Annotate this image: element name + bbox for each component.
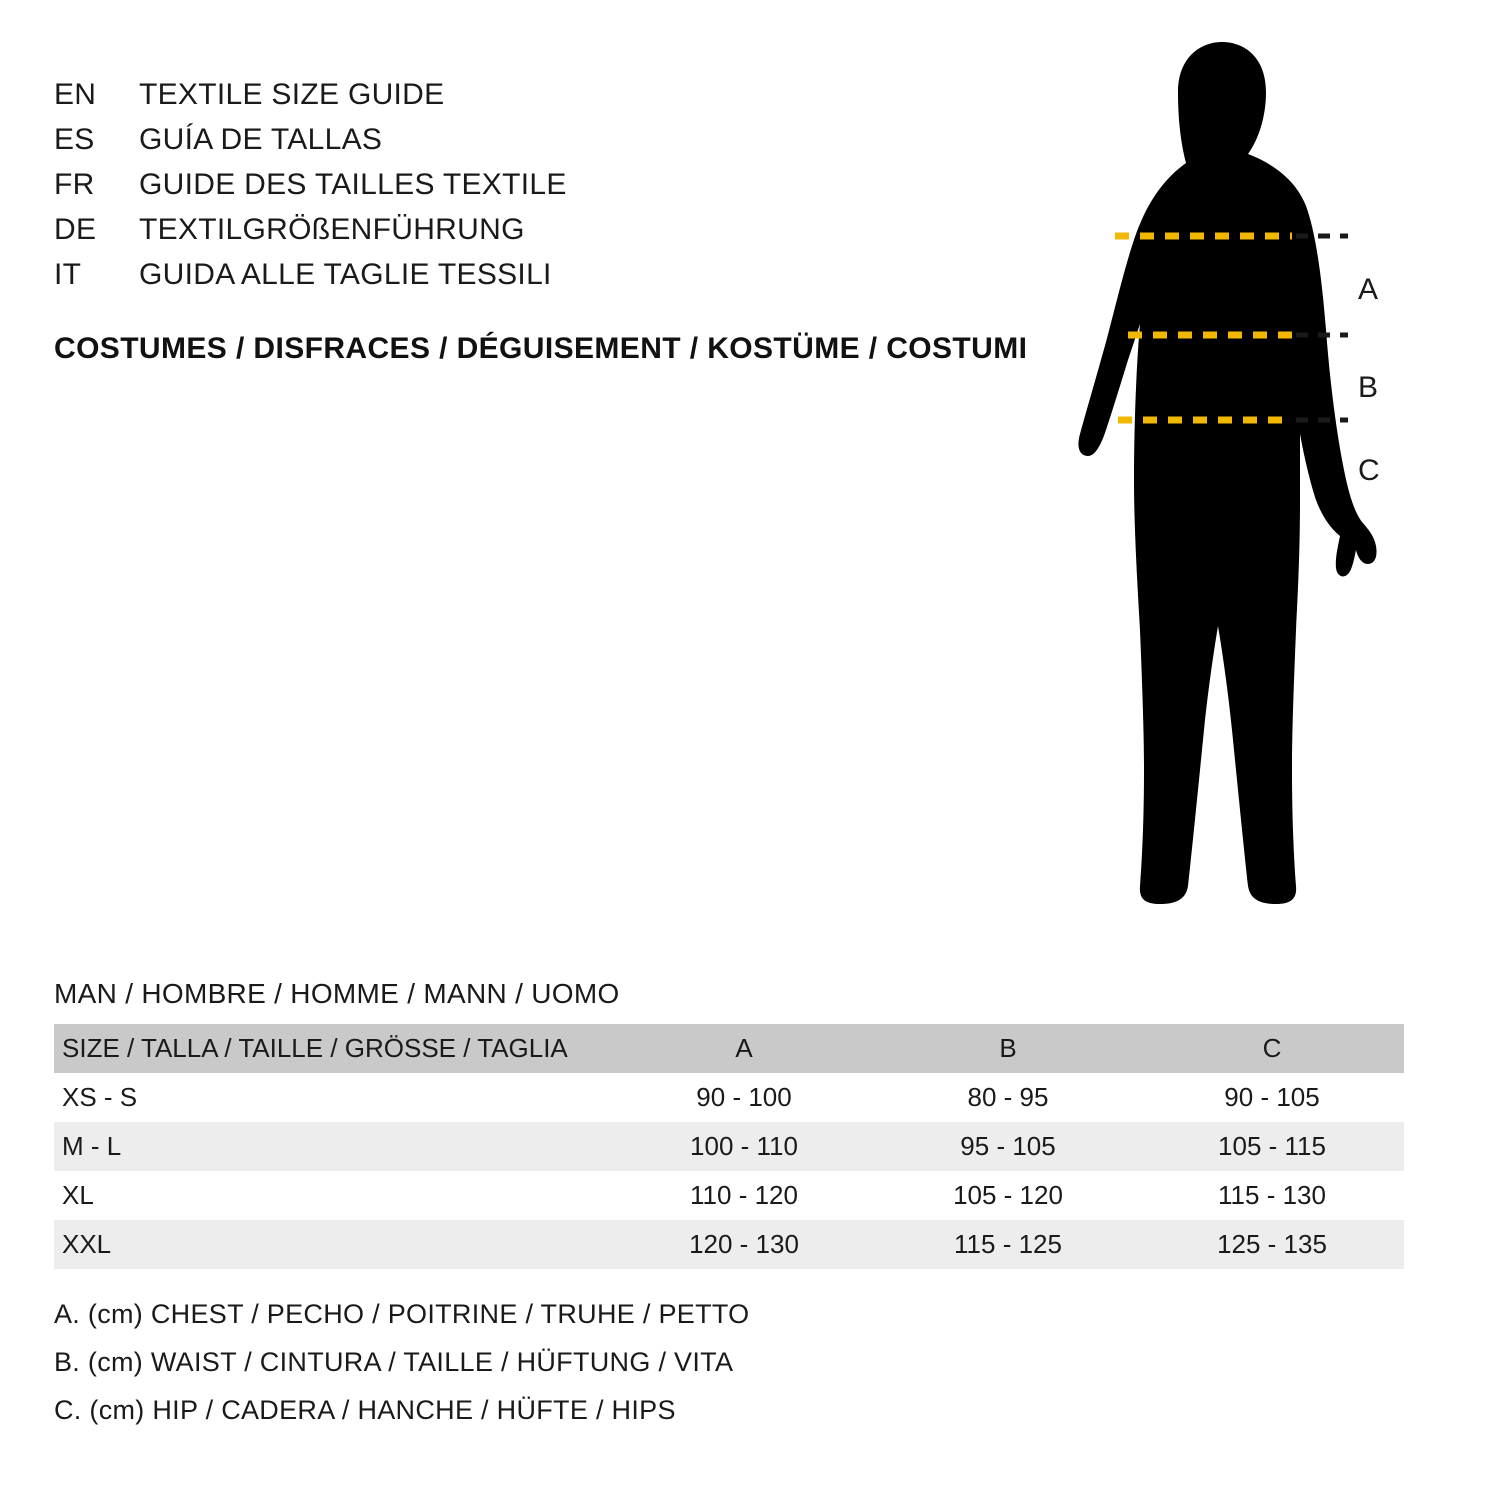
language-row-en [54,72,874,117]
column-header-b: B [999,1033,1017,1063]
marker-label-b: B [1358,371,1379,404]
language-text-fr: GUIDE DES TAILLES TEXTILE [139,168,567,201]
cell-b: 95 - 105 [960,1131,1056,1161]
cell-b: 115 - 125 [954,1229,1062,1259]
table-row [54,1073,1404,1122]
costumes-subtitle: COSTUMES / DISFRACES / DÉGUISEMENT / KOSTÜME / COSTUMI [54,332,1028,365]
cell-b: 80 - 95 [967,1082,1049,1112]
language-text-en: TEXTILE SIZE GUIDE [139,78,445,111]
size-table-section [54,978,1454,1269]
cell-a: 100 - 110 [690,1131,798,1161]
column-header-c: C [1262,1033,1282,1063]
cell-c: 125 - 135 [1217,1229,1327,1259]
body-measurement-figure [1000,30,1460,930]
language-list [54,72,874,297]
cell-size: XXL [62,1229,112,1259]
cell-a: 90 - 100 [696,1082,792,1112]
language-text-es: GUÍA DE TALLAS [139,123,383,156]
language-text-de: TEXTILGRÖßENFÜHRUNG [139,213,525,246]
language-row-es [54,117,874,162]
cell-c: 115 - 130 [1218,1180,1326,1210]
measurement-legend [54,1290,749,1434]
column-header-a: A [735,1033,753,1063]
marker-label-a: A [1358,273,1379,306]
language-code-en: EN [54,78,97,111]
language-row-it [54,252,874,297]
male-silhouette-icon [1000,30,1460,930]
legend-line-a: A. (cm) CHEST / PECHO / POITRINE / TRUHE / PETTO [54,1299,750,1329]
table-header-row [54,1024,1404,1073]
cell-a: 110 - 120 [690,1180,798,1210]
table-caption: MAN / HOMBRE / HOMME / MANN / UOMO [54,978,620,1009]
cell-c: 105 - 115 [1218,1131,1326,1161]
legend-line-b: B. (cm) WAIST / CINTURA / TAILLE / HÜFTUNG / VITA [54,1347,734,1377]
language-row-fr [54,162,874,207]
marker-label-c: C [1358,454,1381,487]
legend-line-c: C. (cm) HIP / CADERA / HANCHE / HÜFTE / HIPS [54,1395,676,1425]
language-row-de [54,207,874,252]
language-code-es: ES [54,123,95,156]
table-row [54,1220,1404,1269]
cell-a: 120 - 130 [689,1229,799,1259]
table-row [54,1122,1404,1171]
language-code-de: DE [54,213,97,246]
column-header-size: SIZE / TALLA / TAILLE / GRÖSSE / TAGLIA [62,1033,568,1063]
cell-b: 105 - 120 [953,1180,1063,1210]
size-table [54,1024,1404,1269]
cell-size: XL [62,1180,94,1210]
cell-size: XS - S [62,1082,138,1112]
language-code-it: IT [54,258,82,291]
cell-size: M - L [62,1131,122,1161]
language-text-it: GUIDA ALLE TAGLIE TESSILI [139,258,552,291]
cell-c: 90 - 105 [1224,1082,1320,1112]
table-row [54,1171,1404,1220]
language-code-fr: FR [54,168,95,201]
